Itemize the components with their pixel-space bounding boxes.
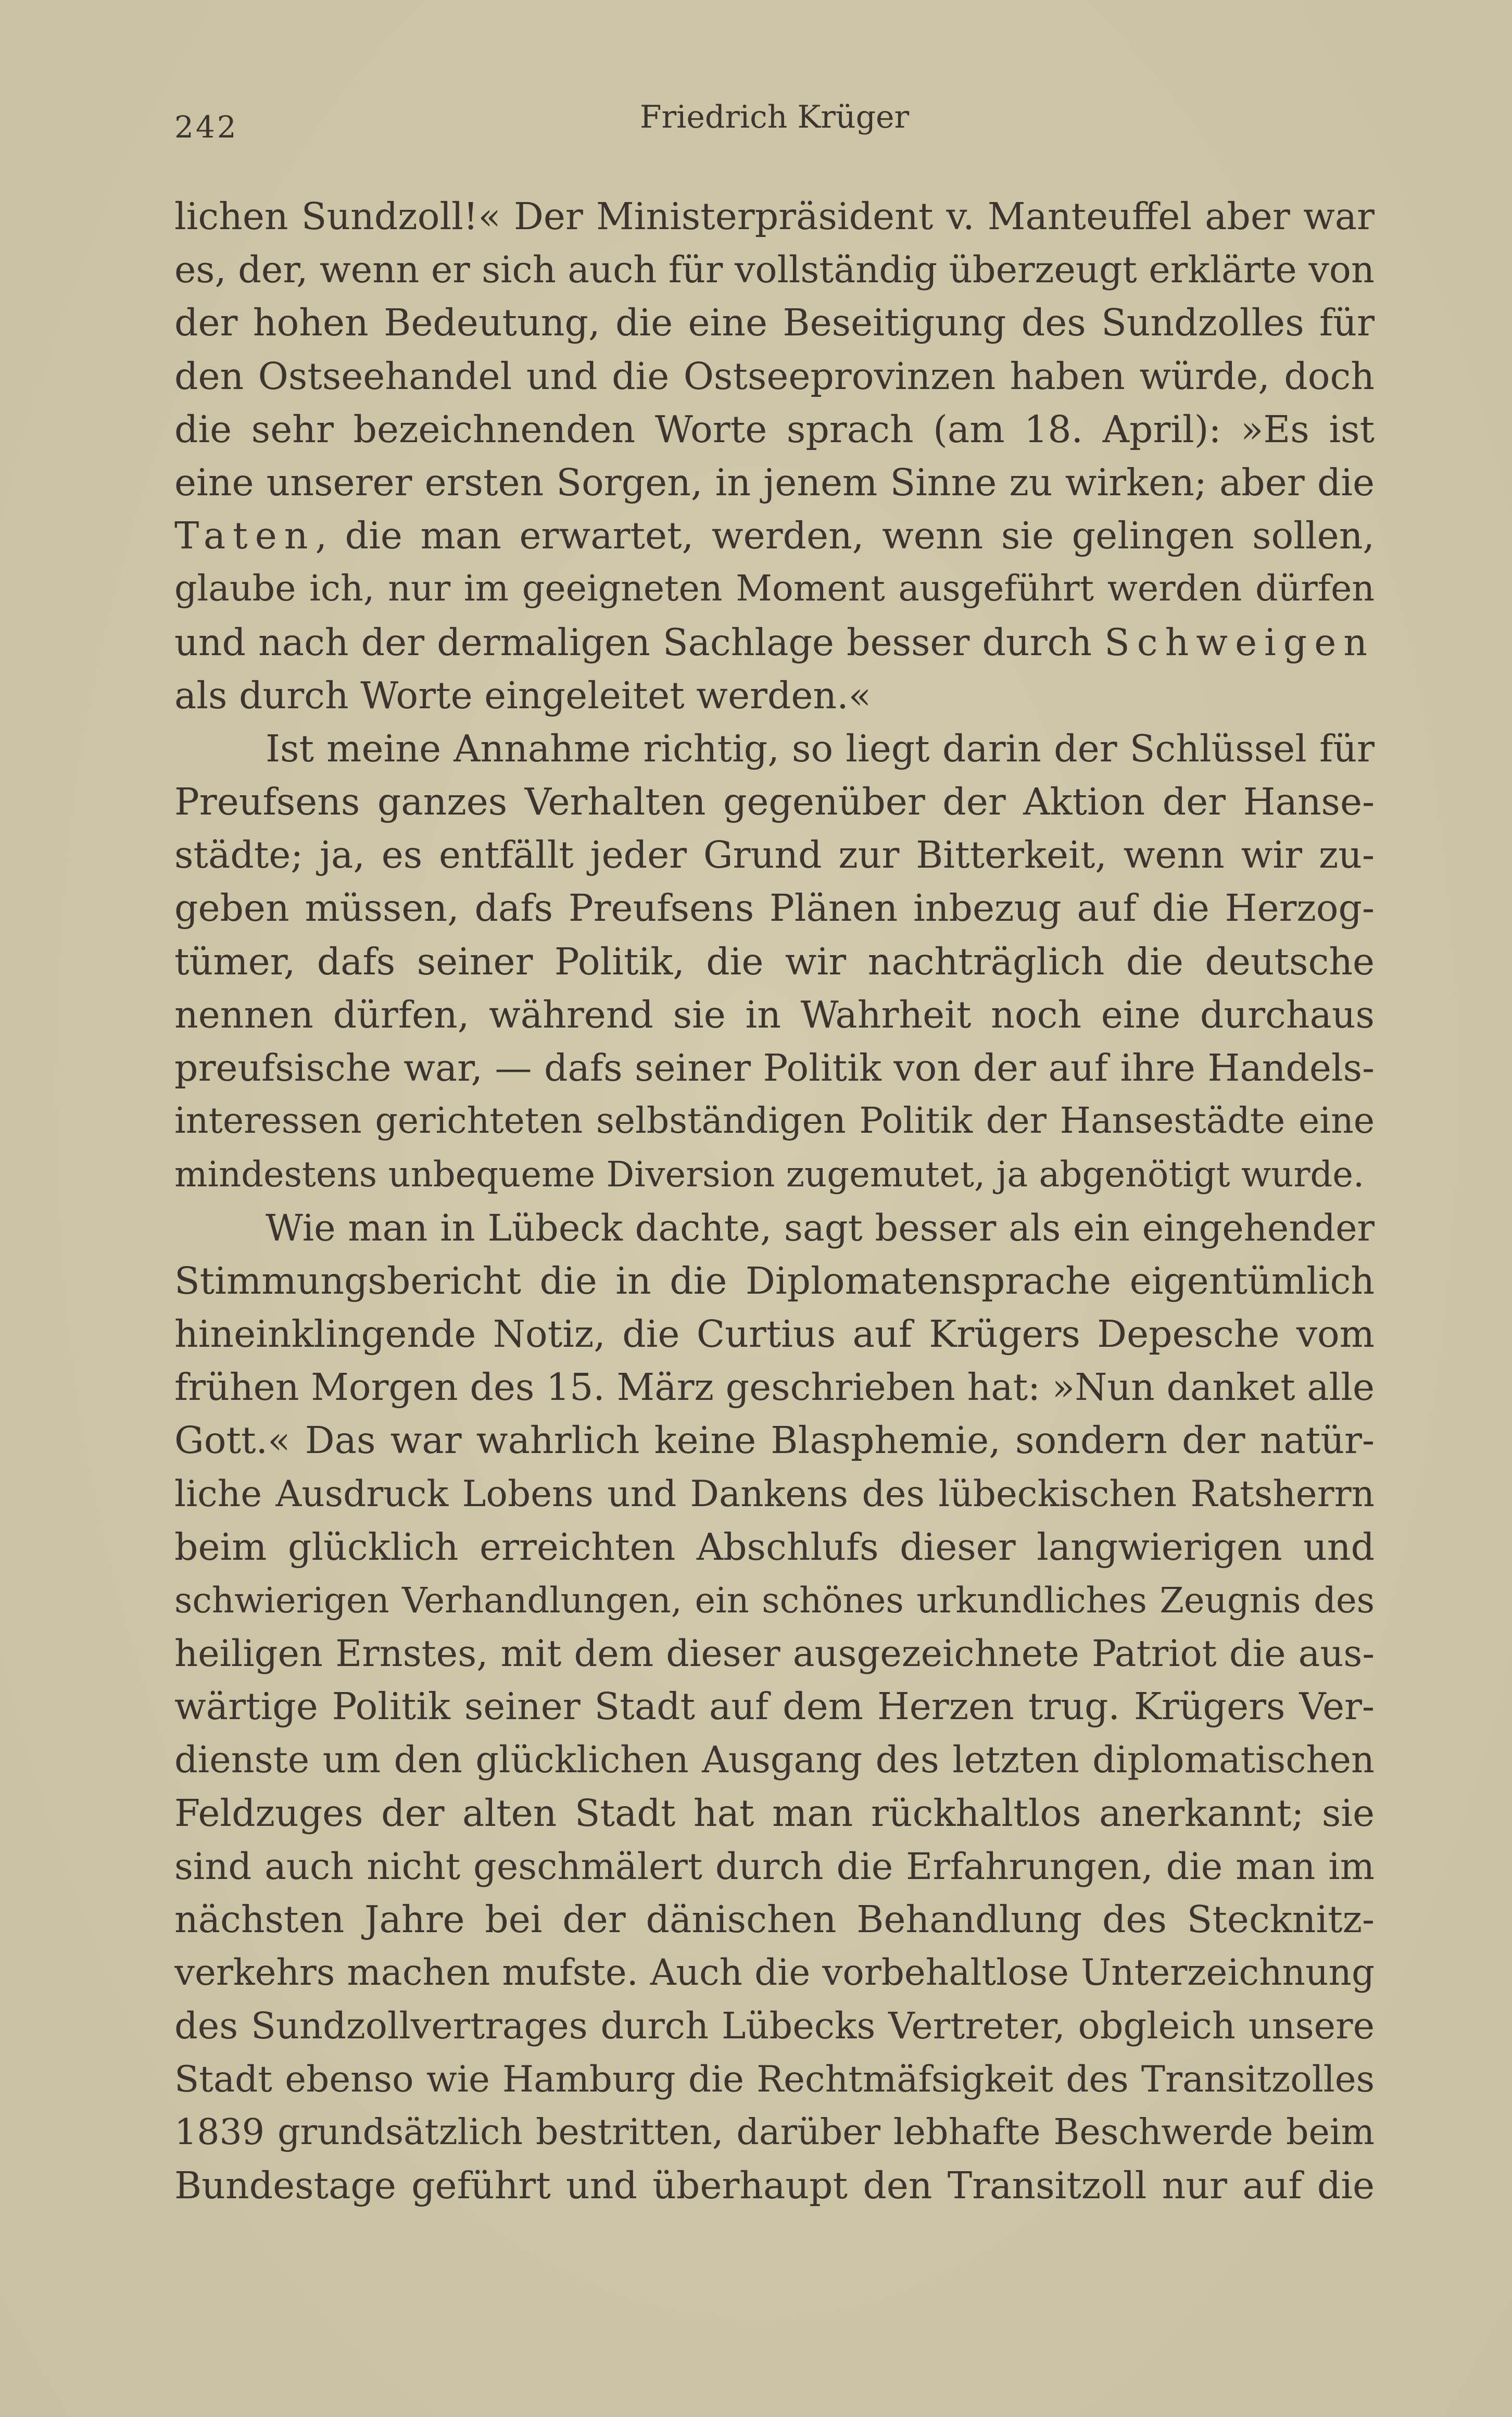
text-line: des Sundzollvertrages durch Lübecks Vertreter, obgleich unsere bbox=[174, 2005, 1375, 2048]
text-line: als durch Worte eingeleitet werden.« bbox=[174, 673, 872, 717]
text-line: schwierigen Verhandlungen, ein schönes urkundliches Zeugnis des bbox=[174, 1580, 1375, 1621]
running-head: Friedrich Krüger bbox=[639, 99, 910, 135]
text-line: nächsten Jahre bei der dänischen Behandlung des Stecknitz- bbox=[174, 1898, 1375, 1941]
text-line: mindestens unbequeme Diversion zugemutet, ja abgenötigt wurde. bbox=[174, 1154, 1365, 1195]
text-line: tümer, dafs seiner Politik, die wir nachträglich die deutsche bbox=[174, 940, 1375, 983]
text-line: Stadt ebenso wie Hamburg die Rechtmäfsigkeit des Transitzolles bbox=[174, 2058, 1375, 2100]
text-line: geben müssen, dafs Preufsens Plänen inbezug auf die Herzog- bbox=[174, 886, 1375, 930]
text-line: Gott.« Das war wahrlich keine Blasphemie, sondern der natür- bbox=[174, 1419, 1375, 1462]
text-line: preufsische war, — dafs seiner Politik von der auf ihre Handels- bbox=[174, 1046, 1375, 1089]
text-line: dienste um den glücklichen Ausgang des letzten diplomatischen bbox=[174, 1738, 1375, 1782]
text-line bbox=[174, 616, 1375, 669]
text-line: nennen dürfen, während sie in Wahrheit noch eine durchaus bbox=[174, 993, 1375, 1036]
text-line: liche Ausdruck Lobens und Dankens des lübeckischen Ratsherrn bbox=[174, 1473, 1375, 1515]
text-line: Wie man in Lübeck dachte, sagt besser als ein eingehender bbox=[266, 1206, 1375, 1249]
text-line: Bundestage geführt und überhaupt den Transitzoll nur auf die bbox=[174, 2163, 1375, 2207]
text-line: Feldzuges der alten Stadt hat man rückhaltlos anerkannt; sie bbox=[174, 1791, 1375, 1835]
text-line: Stimmungsbericht die in die Diplomatensprache eigentümlich bbox=[174, 1259, 1375, 1303]
text-line: eine unserer ersten Sorgen, in jenem Sinne zu wirken; aber die bbox=[174, 460, 1375, 504]
text-line: die sehr bezeichnenden Worte sprach (am 18. April): »Es ist bbox=[174, 407, 1375, 451]
text-line: Preufsens ganzes Verhalten gegenüber der Aktion der Hanse- bbox=[174, 780, 1375, 824]
text-line: Ist meine Annahme richtig, so liegt darin der Schlüssel für bbox=[266, 727, 1375, 770]
text-segment: und nach der dermaligen Sachlage besser durch bbox=[174, 620, 1105, 664]
text-line: heiligen Ernstes, mit dem dieser ausgezeichnete Patriot die aus- bbox=[174, 1632, 1375, 1675]
text-line bbox=[174, 509, 1375, 562]
text-line: beim glücklich erreichten Abschlufs dieser langwierigen und bbox=[174, 1525, 1375, 1569]
text-line: wärtige Politik seiner Stadt auf dem Herzen trug. Krügers Ver- bbox=[174, 1685, 1375, 1729]
text-line: lichen Sundzoll!« Der Ministerpräsident v. Manteuffel aber war bbox=[174, 195, 1375, 238]
text-line: städte; ja, es entfällt jeder Grund zur Bitterkeit, wenn wir zu- bbox=[174, 833, 1375, 877]
text-line: interessen gerichteten selbständigen Politik der Hansestädte eine bbox=[174, 1100, 1375, 1142]
page-number: 242 bbox=[174, 109, 238, 145]
text-line: frühen Morgen des 15. März geschrieben hat: »Nun danket alle bbox=[174, 1366, 1375, 1409]
text-line: es, der, wenn er sich auch für vollständig überzeugt erklärte von bbox=[174, 248, 1375, 292]
text-segment: , die man erwartet, werden, wenn sie gelingen sollen, bbox=[315, 514, 1375, 558]
text-line: der hohen Bedeutung, die eine Beseitigung des Sundzolles für bbox=[174, 301, 1375, 345]
text-line: sind auch nicht geschmälert durch die Erfahrungen, die man im bbox=[174, 1845, 1375, 1888]
text-line: den Ostseehandel und die Ostseeprovinzen haben würde, doch bbox=[174, 354, 1375, 398]
body-text bbox=[174, 190, 1375, 2212]
spaced-emphasis: Taten bbox=[174, 514, 316, 558]
text-line: hineinklingende Notiz, die Curtius auf Krügers Depesche vom bbox=[174, 1312, 1375, 1356]
text-line: glaube ich, nur im geeigneten Moment ausgeführt werden dürfen bbox=[174, 568, 1375, 610]
text-line: verkehrs machen mufste. Auch die vorbehaltlose Unterzeichnung bbox=[174, 1952, 1375, 1994]
spaced-emphasis: Schweigen bbox=[1104, 620, 1375, 664]
page-header bbox=[174, 99, 1375, 156]
text-line: 1839 grundsätzlich bestritten, darüber lebhafte Beschwerde beim bbox=[174, 2111, 1375, 2153]
